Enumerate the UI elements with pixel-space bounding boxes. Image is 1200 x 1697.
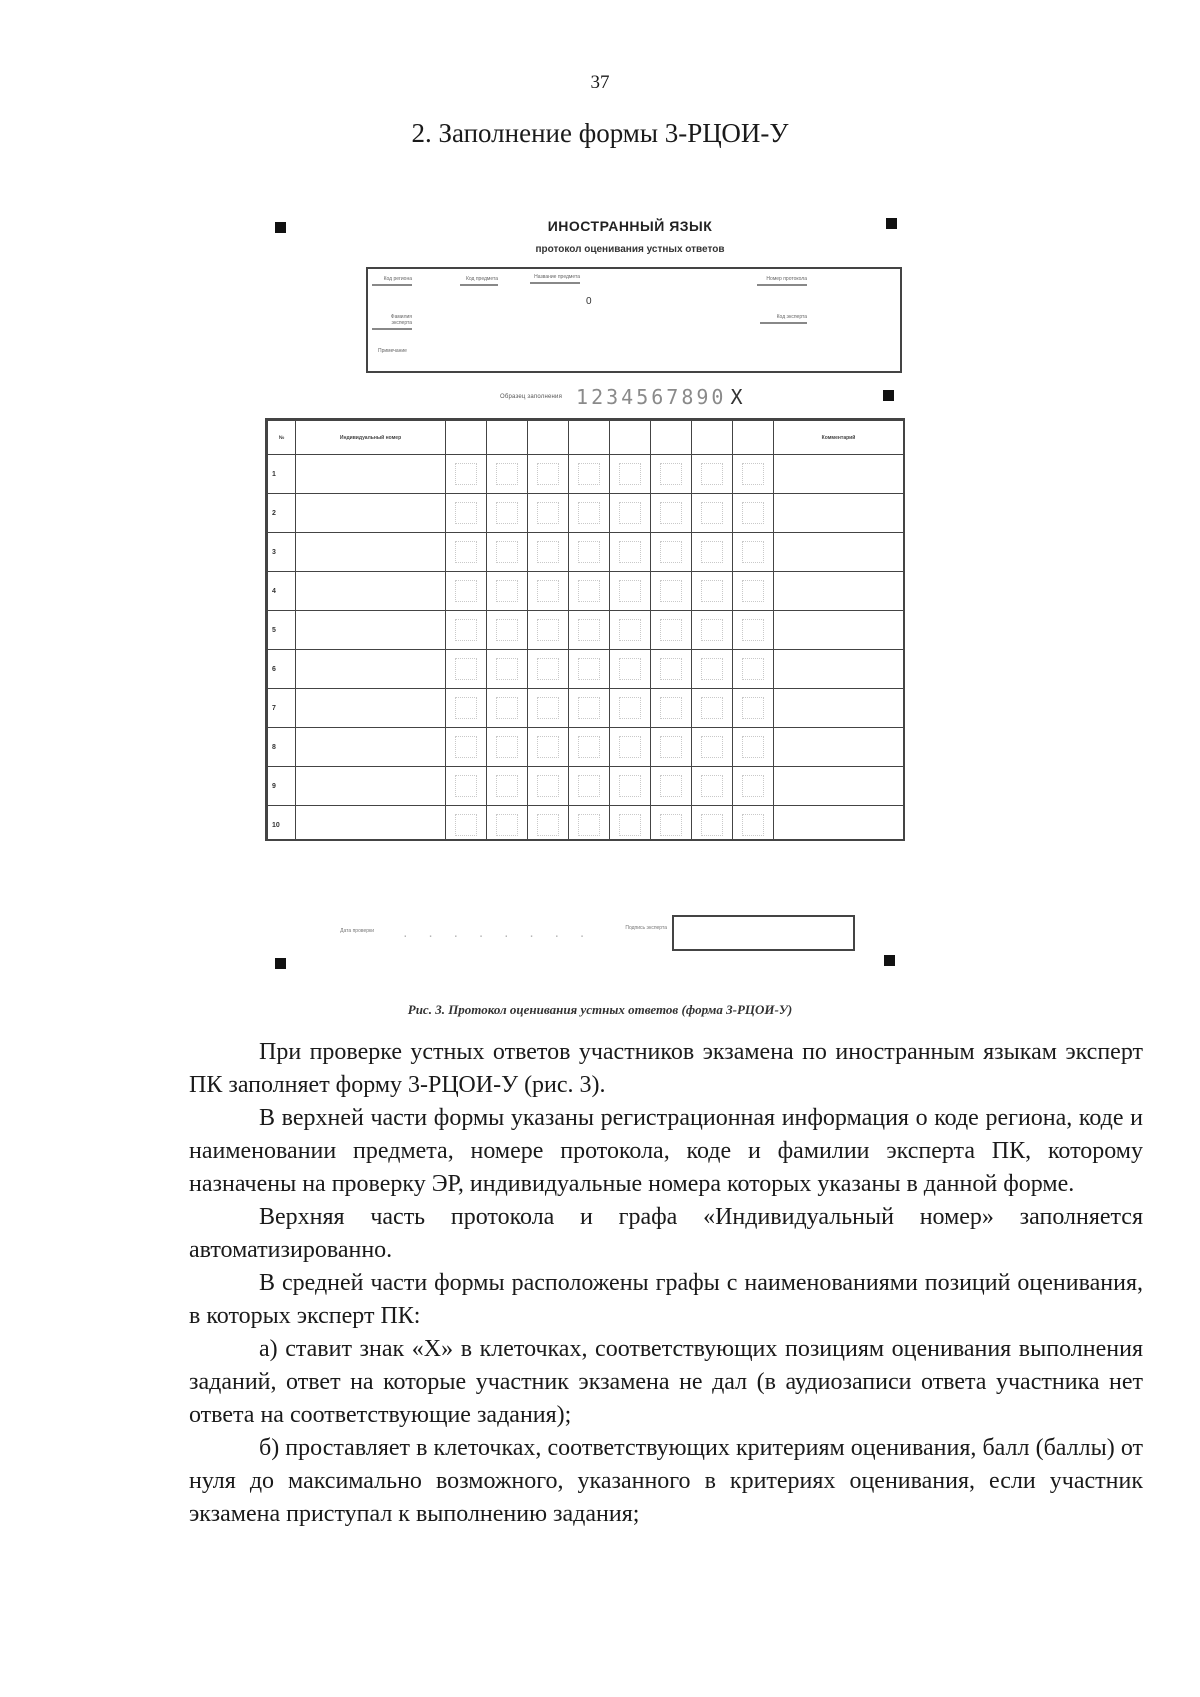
- score-cell[interactable]: [446, 806, 487, 842]
- score-cell[interactable]: [528, 689, 569, 728]
- comment-cell[interactable]: [774, 650, 904, 689]
- paragraph: Верхняя часть протокола и графа «Индивидуальный номер» заполняется автоматизированно.: [189, 1204, 1143, 1263]
- paragraph: а) ставит знак «X» в клеточках, соответствующих позициям оценивания выполнения заданий, ответ на которые участник экзамена не дал (в аудиозаписи ответа участника нет ответа на соответствующие задания);: [189, 1336, 1143, 1428]
- score-cell[interactable]: [733, 572, 774, 611]
- signature-label: Подпись эксперта: [625, 925, 667, 931]
- table-row: [268, 494, 904, 533]
- individual-number-cell[interactable]: [296, 611, 446, 650]
- comment-cell[interactable]: [774, 494, 904, 533]
- score-cell[interactable]: [528, 806, 569, 842]
- paragraph: В верхней части формы указаны регистрационная информация о коде региона, коде и наименовании предмета, номере протокола, коде и фамилии эксперта ПК, которому назначены на проверку ЭР, индивидуальные номера которых указаны в данной форме.: [189, 1105, 1143, 1197]
- row-number: 5: [268, 611, 296, 650]
- score-cell[interactable]: [528, 650, 569, 689]
- score-cell[interactable]: [692, 533, 733, 572]
- score-cell[interactable]: [569, 650, 610, 689]
- score-cell[interactable]: [651, 650, 692, 689]
- score-cell[interactable]: [610, 611, 651, 650]
- score-cell[interactable]: [528, 728, 569, 767]
- score-cell[interactable]: [528, 767, 569, 806]
- comment-cell[interactable]: [774, 689, 904, 728]
- score-cell[interactable]: [610, 806, 651, 842]
- score-cell[interactable]: [651, 611, 692, 650]
- score-cell[interactable]: [446, 455, 487, 494]
- region-code-label: Код региона: [383, 276, 412, 282]
- note-field: [378, 348, 426, 354]
- region-code-field: [372, 276, 412, 286]
- individual-number-cell[interactable]: [296, 728, 446, 767]
- score-cell[interactable]: [610, 533, 651, 572]
- score-cell[interactable]: [487, 728, 528, 767]
- paragraph: При проверке устных ответов участников экзамена по иностранным языкам эксперт ПК заполняет форму 3-РЦОИ-У (рис. 3).: [189, 1039, 1143, 1098]
- score-cell[interactable]: [569, 767, 610, 806]
- individual-number-cell[interactable]: [296, 572, 446, 611]
- subject-code-field: [460, 276, 498, 286]
- score-cell[interactable]: [692, 689, 733, 728]
- score-cell[interactable]: [569, 494, 610, 533]
- score-cell[interactable]: [733, 494, 774, 533]
- score-cell[interactable]: [569, 689, 610, 728]
- sample-digits: [576, 385, 745, 409]
- expert-name-label: Фамилия эксперта: [390, 314, 412, 326]
- score-cell[interactable]: [651, 455, 692, 494]
- score-cell[interactable]: [487, 650, 528, 689]
- individual-number-cell[interactable]: [296, 455, 446, 494]
- corner-marker-bottom-right: [884, 955, 895, 966]
- comment-cell[interactable]: [774, 455, 904, 494]
- score-cell[interactable]: [528, 611, 569, 650]
- score-cell[interactable]: [528, 455, 569, 494]
- score-cell[interactable]: [733, 455, 774, 494]
- score-cell[interactable]: [733, 650, 774, 689]
- score-cell[interactable]: [487, 533, 528, 572]
- score-cell[interactable]: [733, 689, 774, 728]
- score-cell[interactable]: [569, 806, 610, 842]
- individual-number-cell[interactable]: [296, 806, 446, 842]
- note-label: Примечание: [378, 348, 407, 354]
- paragraph: б) проставляет в клеточках, соответствующих критериям оценивания, балл (баллы) от нуля до максимально возможного, указанного в критериях оценивания, если участник экзамена приступал к выполнению задания;: [189, 1435, 1143, 1527]
- scoring-grid: [265, 418, 905, 841]
- corner-marker-bottom-left: [275, 958, 286, 969]
- table-row: [268, 689, 904, 728]
- score-cell[interactable]: [692, 455, 733, 494]
- score-cell[interactable]: [487, 806, 528, 842]
- score-cell[interactable]: [610, 572, 651, 611]
- comment-cell[interactable]: [774, 611, 904, 650]
- individual-number-cell[interactable]: [296, 533, 446, 572]
- corner-marker-top-left: [275, 222, 286, 233]
- expert-code-field: [760, 314, 807, 324]
- row-number: 9: [268, 767, 296, 806]
- date-cells[interactable]: · · · · · · · ·: [402, 930, 592, 943]
- scoring-table: [267, 420, 904, 841]
- expert-code-label: Код эксперта: [776, 314, 807, 320]
- figure-caption: Рис. 3. Протокол оценивания устных ответов (форма 3-РЦОИ-У): [407, 1002, 793, 1017]
- col-comment-header: Комментарий: [774, 421, 904, 455]
- score-cell[interactable]: [446, 611, 487, 650]
- subject-name-label: Название предмета: [534, 274, 580, 280]
- sample-label: Образец заполнения: [500, 394, 563, 400]
- score-cell[interactable]: [651, 572, 692, 611]
- section-title: 2. Заполнение формы 3-РЦОИ-У: [411, 118, 789, 148]
- score-cell[interactable]: [610, 728, 651, 767]
- score-cell[interactable]: [651, 728, 692, 767]
- protocol-number-label: Номер протокола: [766, 276, 807, 282]
- individual-number-cell[interactable]: [296, 689, 446, 728]
- table-row: [268, 728, 904, 767]
- score-cell[interactable]: [692, 650, 733, 689]
- score-cell[interactable]: [610, 494, 651, 533]
- sample-mark: X: [730, 385, 746, 409]
- table-header-row: [268, 421, 904, 455]
- subject-name-field: [530, 274, 580, 284]
- corner-marker-sample-right: [883, 390, 894, 401]
- comment-cell[interactable]: [774, 572, 904, 611]
- score-cell[interactable]: [610, 689, 651, 728]
- score-cell[interactable]: [610, 650, 651, 689]
- score-cell[interactable]: [651, 533, 692, 572]
- col-number-header: №: [268, 421, 296, 455]
- sample-row: [500, 386, 746, 408]
- comment-cell[interactable]: [774, 767, 904, 806]
- score-cell[interactable]: [651, 767, 692, 806]
- form-title: ИНОСТРАННЫЙ ЯЗЫК: [547, 218, 713, 234]
- score-cell[interactable]: [487, 455, 528, 494]
- individual-number-cell[interactable]: [296, 494, 446, 533]
- score-cell[interactable]: [487, 767, 528, 806]
- row-number: 8: [268, 728, 296, 767]
- date-label: Дата проверки: [340, 928, 374, 934]
- sample-digits-text: 1234567890: [576, 385, 727, 409]
- row-number: 10: [268, 806, 296, 842]
- score-cell[interactable]: [733, 611, 774, 650]
- col-individual-number-header: Индивидуальный номер: [296, 421, 446, 455]
- subject-code-label: Код предмета: [465, 276, 498, 282]
- score-cell[interactable]: [569, 728, 610, 767]
- score-cell[interactable]: [487, 689, 528, 728]
- individual-number-cell[interactable]: [296, 650, 446, 689]
- score-cell[interactable]: [692, 728, 733, 767]
- score-cell[interactable]: [446, 728, 487, 767]
- score-cell[interactable]: [569, 572, 610, 611]
- score-cell[interactable]: [692, 806, 733, 842]
- score-cell[interactable]: [446, 767, 487, 806]
- row-number: 3: [268, 533, 296, 572]
- row-number: 6: [268, 650, 296, 689]
- score-cell[interactable]: [692, 767, 733, 806]
- header-box: [366, 267, 902, 373]
- row-number: 2: [268, 494, 296, 533]
- score-cell[interactable]: [610, 455, 651, 494]
- score-cell[interactable]: [651, 494, 692, 533]
- score-cell[interactable]: [528, 572, 569, 611]
- table-row: [268, 611, 904, 650]
- row-number: 4: [268, 572, 296, 611]
- score-cell[interactable]: [733, 533, 774, 572]
- zero-digit: 0: [586, 296, 592, 307]
- score-cell[interactable]: [733, 806, 774, 842]
- score-cell[interactable]: [569, 611, 610, 650]
- score-cell[interactable]: [487, 572, 528, 611]
- score-cell[interactable]: [446, 533, 487, 572]
- score-cell[interactable]: [651, 806, 692, 842]
- score-cell[interactable]: [446, 689, 487, 728]
- body-text: [189, 1036, 1143, 1531]
- score-cell[interactable]: [528, 494, 569, 533]
- comment-cell[interactable]: [774, 728, 904, 767]
- score-cell[interactable]: [487, 611, 528, 650]
- table-row: [268, 455, 904, 494]
- score-cell[interactable]: [528, 533, 569, 572]
- table-row: [268, 572, 904, 611]
- score-cell[interactable]: [610, 767, 651, 806]
- score-cell[interactable]: [446, 494, 487, 533]
- score-cell[interactable]: [446, 572, 487, 611]
- protocol-number-field: [757, 276, 807, 286]
- paragraph: В средней части формы расположены графы с наименованиями позиций оценивания, в которых эксперт ПК:: [189, 1270, 1143, 1329]
- comment-cell[interactable]: [774, 806, 904, 842]
- individual-number-cell[interactable]: [296, 767, 446, 806]
- score-cell[interactable]: [692, 611, 733, 650]
- score-cell[interactable]: [651, 689, 692, 728]
- score-cell[interactable]: [569, 533, 610, 572]
- signature-box[interactable]: [672, 915, 855, 951]
- table-row: [268, 767, 904, 806]
- comment-cell[interactable]: [774, 533, 904, 572]
- score-cell[interactable]: [692, 494, 733, 533]
- page-number: 37: [590, 72, 610, 93]
- row-number: 7: [268, 689, 296, 728]
- score-cell[interactable]: [733, 728, 774, 767]
- score-cell[interactable]: [446, 650, 487, 689]
- score-cell[interactable]: [692, 572, 733, 611]
- table-row: [268, 533, 904, 572]
- form-subtitle: протокол оценивания устных ответов: [535, 244, 725, 255]
- score-cell[interactable]: [733, 767, 774, 806]
- score-cell[interactable]: [487, 494, 528, 533]
- table-row: [268, 806, 904, 842]
- row-number: 1: [268, 455, 296, 494]
- score-cell[interactable]: [569, 455, 610, 494]
- expert-name-field: [372, 314, 412, 330]
- table-row: [268, 650, 904, 689]
